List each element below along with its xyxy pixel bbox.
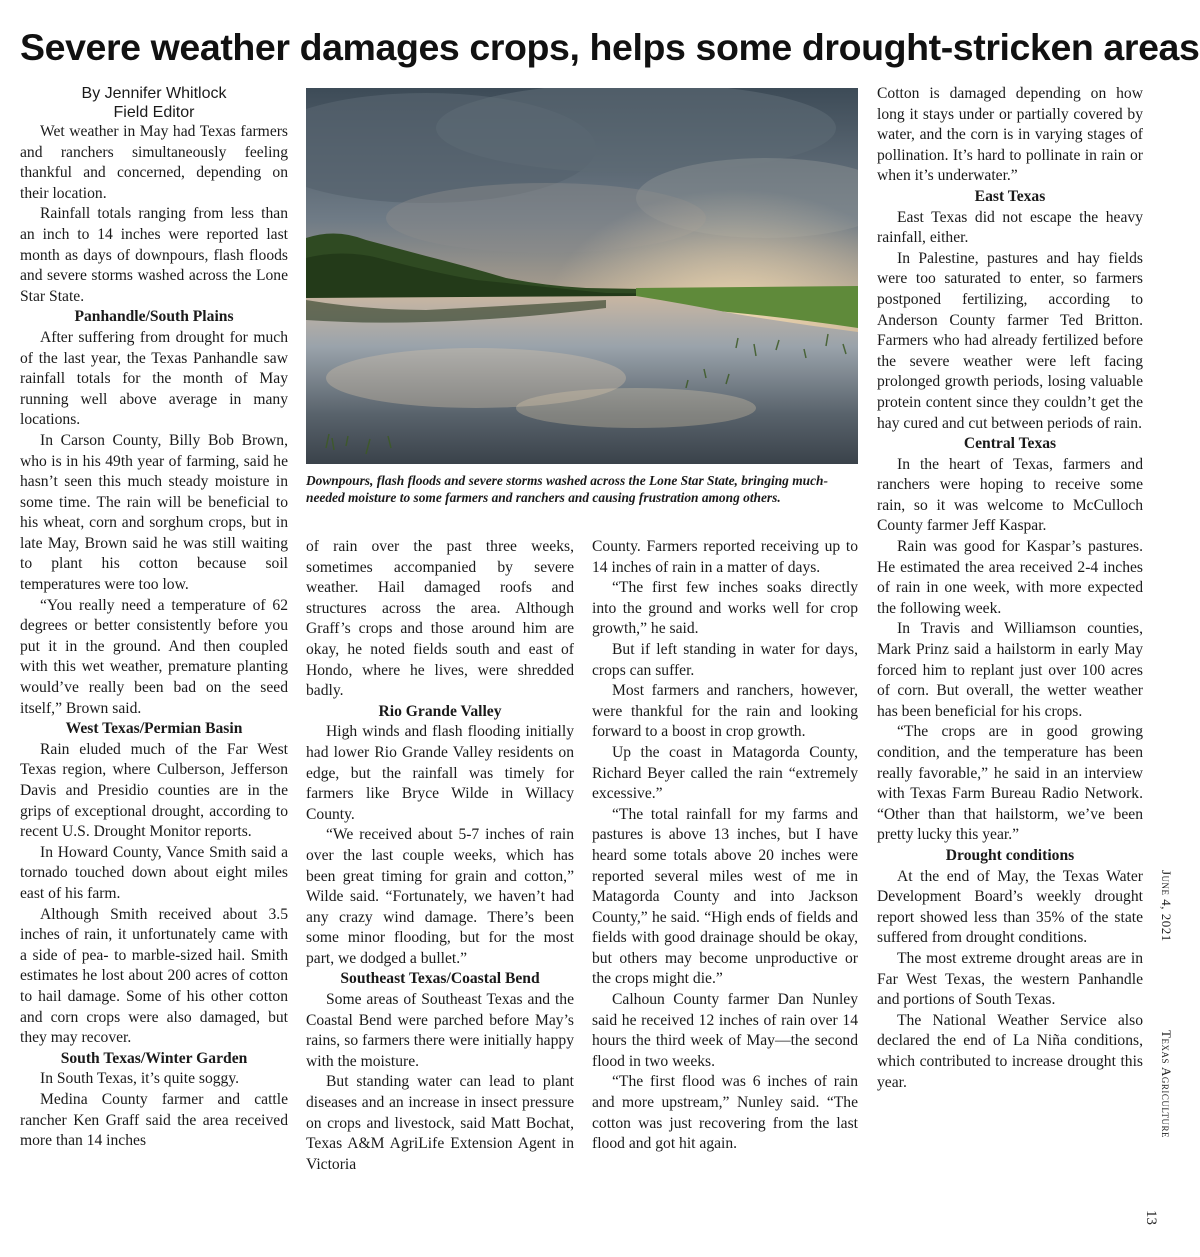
section-heading: West Texas/Permian Basin <box>65 720 243 738</box>
paragraph: “We received about 5-7 inches of rain over the last couple weeks, which has been great timing for grain and cotton,” Wilde said. “Fortunately, we haven’t had any crazy wind damage. There’s been some minor flooding, but for the most part, we dodged a bullet.” <box>306 826 574 967</box>
paragraph: In South Texas, it’s quite soggy. <box>40 1070 240 1088</box>
paragraph: “The first few inches soaks directly into the ground and works well for crop growth,” he said. <box>592 579 858 638</box>
section-heading: Southeast Texas/Coastal Bend <box>340 970 540 988</box>
paragraph: Although Smith received about 3.5 inches of rain, it unfortunately came with a side of pea- to marble-sized hail. Smith estimates he lost about 200 acres of cotton to hail damage. Some of his other cotton and corn crops were also damaged, but they may recover. <box>20 905 288 1047</box>
paragraph: Most farmers and ranchers, however, were thankful for the rain and looking forward to a boost in crop growth. <box>592 682 858 741</box>
page-number: 13 <box>1143 1210 1159 1225</box>
byline <box>20 84 288 122</box>
paragraph: County. Farmers reported receiving up to 14 inches of rain in a matter of days. <box>592 538 858 576</box>
flooded-field-illustration <box>306 88 858 464</box>
paragraph: Rain eluded much of the Far West Texas region, where Culberson, Jefferson Davis and Presidio counties are in the grips of exceptional drought, according to recent U.S. Drought Monitor reports. <box>20 740 288 841</box>
issue-date: June 4, 2021 <box>1159 870 1174 942</box>
paragraph: The National Weather Service also declared the end of La Niña conditions, which contributed to increase drought this year. <box>877 1011 1143 1091</box>
paragraph: of rain over the past three weeks, sometimes accompanied by severe weather. Hail damaged roofs and structures across the area. Although Graff’s crops and those around him are okay, he noted fields south and east of Hondo, where he lives, were shredded badly. <box>306 538 574 700</box>
paragraph: But standing water can lead to plant diseases and an increase in insect pressure on crops and livestock, said Matt Bochat, Texas A&M AgriLife Extension Agent in Victoria <box>306 1073 574 1173</box>
section-heading: Panhandle/South Plains <box>74 308 234 326</box>
paragraph: The most extreme drought areas are in Far West Texas, the western Panhandle and portions of South Texas. <box>877 949 1143 1009</box>
paragraph: In Palestine, pastures and hay fields were too saturated to enter, so farmers postponed fertilizing, according to Anderson County farmer Ted Britton. Farmers who had already fertilized before the severe weather were left facing prolonged growth periods, losing valuable protein content since they couldn’t get the hay cured and cut between periods of rain. <box>877 249 1143 432</box>
paragraph: East Texas did not escape the heavy rainfall, either. <box>877 208 1143 247</box>
column-2 <box>306 537 574 1175</box>
paragraph: “The crops are in good growing condition, and the temperature has been really favorable,” he said in an interview with Texas Farm Bureau Radio Network. “Other than that hailstorm, we’ve been pretty lucky this year.” <box>877 723 1143 844</box>
paragraph: But if left standing in water for days, crops can suffer. <box>592 640 858 679</box>
column-3 <box>592 537 858 1155</box>
paragraph: Rain was good for Kaspar’s pastures. He estimated the area received 2-4 inches of rain in one week, with more expected the following week. <box>877 538 1143 617</box>
column-4 <box>877 84 1143 1093</box>
paragraph: Cotton is damaged depending on how long it stays under or partially covered by water, and the corn is in varying stages of pollination. It’s hard to pollinate in rain or when it’s underwater.” <box>877 85 1143 185</box>
paragraph: In Travis and Williamson counties, Mark Prinz said a hailstorm in early May forced him to replant just over 100 acres of corn. But overall, the wetter weather has been beneficial for his crops. <box>877 620 1143 720</box>
paragraph: Medina County farmer and cattle rancher Ken Graff said the area received more than 14 inches <box>20 1090 288 1150</box>
paragraph: Rainfall totals ranging from less than an inch to 14 inches were reported last month as days of downpours, flash floods and severe storms washed across the Lone Star State. <box>20 205 288 305</box>
paragraph: In Howard County, Vance Smith said a tornado touched down about eight miles east of his farm. <box>20 843 288 902</box>
paragraph: Calhoun County farmer Dan Nunley said he received 12 inches of rain over 14 hours the third week of May—the second flood in two weeks. <box>592 991 858 1070</box>
paragraph: Some areas of Southeast Texas and the Coastal Bend were parched before May’s rains, so farmers there were initially happy with the moisture. <box>306 991 574 1070</box>
paragraph: “The total rainfall for my farms and pastures is above 13 inches, but I have heard some totals above 20 inches were reported several miles west of me in Matagorda County and into Jackson County,” he said. “High ends of fields and fields with good drainage should be okay, but others may become unproductive or the crops might die.” <box>592 805 858 988</box>
paragraph: In the heart of Texas, farmers and ranchers were hoping to receive some rain, so it was welcome to McCulloch County farmer Jeff Kaspar. <box>877 455 1143 535</box>
section-heading: East Texas <box>974 187 1046 205</box>
section-heading: Drought conditions <box>945 846 1075 864</box>
section-heading: Rio Grande Valley <box>378 702 502 720</box>
headline: Severe weather damages crops, helps some drought-stricken areas <box>20 26 1200 68</box>
paragraph: Up the coast in Matagorda County, Richard Beyer called the rain “extremely excessive.” <box>592 743 858 803</box>
publication-name: Texas Agriculture <box>1159 1030 1174 1139</box>
byline-title: Field Editor <box>113 104 195 121</box>
paragraph: At the end of May, the Texas Water Development Board’s weekly drought report showed less than 35% of the state suffered from drought conditions. <box>877 867 1143 947</box>
section-heading: Central Texas <box>963 435 1057 453</box>
paragraph: After suffering from drought for much of the last year, the Texas Panhandle saw rainfall totals for the month of May running well above average in many locations. <box>20 328 288 429</box>
section-heading: South Texas/Winter Garden <box>60 1049 248 1067</box>
byline-author: By Jennifer Whitlock <box>81 85 227 102</box>
paragraph: Wet weather in May had Texas farmers and ranchers simultaneously feeling thankful and concerned, depending on their location. <box>20 123 288 202</box>
paragraph: High winds and flash flooding initially had lower Rio Grande Valley residents on edge, but the rainfall was timely for farmers like Bryce Wilde in Willacy County. <box>306 723 574 823</box>
column-1 <box>20 84 288 1152</box>
photo-caption: Downpours, flash floods and severe storms washed across the Lone Star State, bringing much-needed moisture to some farmers and ranchers and causing frustration among others. <box>306 473 828 505</box>
paragraph: In Carson County, Billy Bob Brown, who is in his 49th year of farming, said he hasn’t seen this much steady moisture in some time. The rain will be beneficial to his wheat, corn and sorghum crops, but in late May, Brown said he was still waiting to plant his cotton because soil temperatures were too low. <box>20 431 288 594</box>
paragraph: “The first flood was 6 inches of rain and more upstream,” Nunley said. “The cotton was just recovering from the last flood and got hit again. <box>592 1073 858 1153</box>
paragraph: “You really need a temperature of 62 degrees or better consistently before you put it in the ground. And then coupled with this wet weather, premature planting would’ve really been bad on the seed itself,” Brown said. <box>20 596 288 717</box>
flooded-field-photo <box>306 88 858 464</box>
